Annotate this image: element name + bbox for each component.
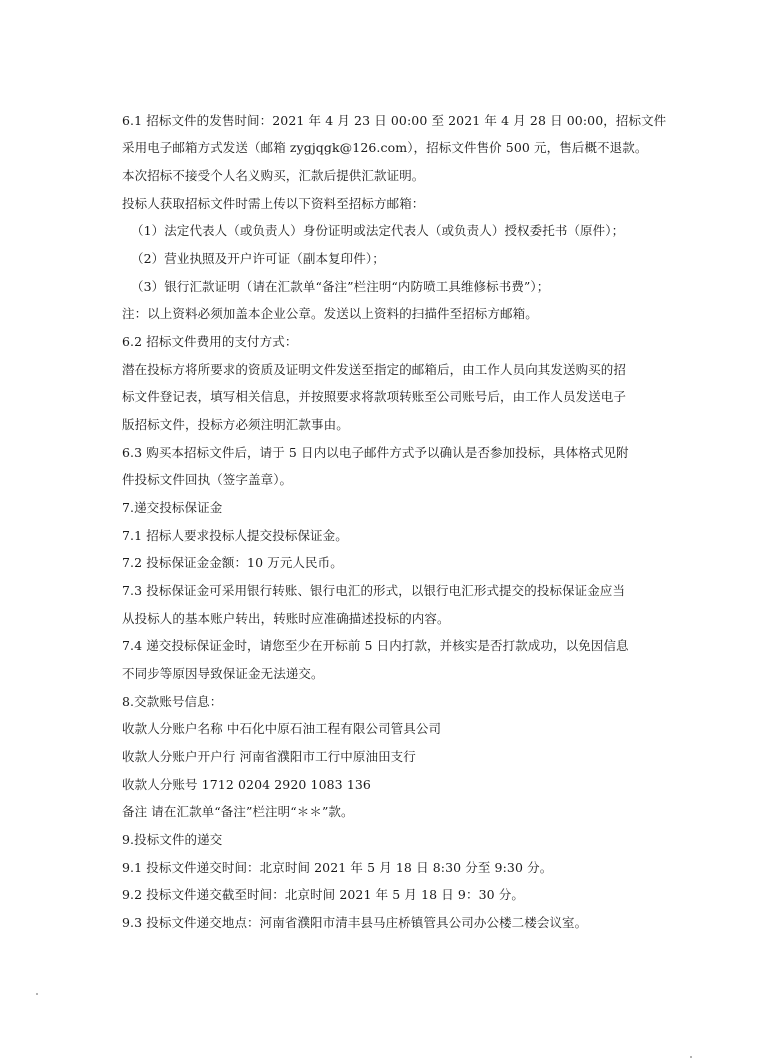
text-line: （3）银行汇款证明（请在汇款单“备注”栏注明“内防喷工具维修标书费”）； bbox=[131, 279, 550, 294]
text-line: 7.1 招标人要求投标人提交投标保证金。 bbox=[122, 528, 348, 543]
text-line: 版招标文件，投标方必须注明汇款事由。 bbox=[122, 417, 349, 432]
text-line: 收款人分账户名称 中石化中原石油工程有限公司管具公司 bbox=[122, 721, 442, 736]
text-line: 注：以上资料必须加盖本企业公章。发送以上资料的扫描件至招标方邮箱。 bbox=[122, 306, 538, 321]
text-line: 潜在投标方将所要求的资质及证明文件发送至指定的邮箱后，由工作人员向其发送购买的招 bbox=[122, 362, 627, 377]
scan-speck bbox=[36, 993, 38, 995]
scan-speck bbox=[690, 1056, 692, 1058]
text-line: 7.2 投标保证金金额：10 万元人民币。 bbox=[122, 555, 343, 570]
text-line: 标文件登记表，填写相关信息，并按照要求将款项转账至公司账号后，由工作人员发送电子 bbox=[122, 389, 627, 404]
text-line: 6.3 购买本招标文件后，请于 5 日内以电子邮件方式予以确认是否参加投标，具体格式见附 bbox=[122, 445, 629, 460]
text-line: 9.1 投标文件递交时间：北京时间 2021 年 5 月 18 日 8:30 分至 9:30 分。 bbox=[122, 860, 553, 875]
text-line: （1）法定代表人（或负责人）身份证明或法定代表人（或负责人）授权委托书（原件）； bbox=[131, 223, 625, 238]
text-line: 投标人获取招标文件时需上传以下资料至招标方邮箱： bbox=[122, 196, 425, 211]
text-line: 9.3 投标文件递交地点：河南省濮阳市清丰县马庄桥镇管具公司办公楼二楼会议室。 bbox=[122, 915, 588, 930]
text-line: 采用电子邮箱方式发送（邮箱 zygjqgk@126.com），招标文件售价 500 元，售后概不退款。 bbox=[122, 140, 648, 155]
text-line: 备注 请在汇款单“备注”栏注明“＊＊”款。 bbox=[122, 804, 354, 819]
text-line: 收款人分账户开户行 河南省濮阳市工行中原油田支行 bbox=[122, 749, 416, 764]
section-heading: 7.递交投标保证金 bbox=[122, 500, 223, 515]
text-line: 7.4 递交投标保证金时，请您至少在开标前 5 日内打款，并核实是否打款成功，以免因信息 bbox=[122, 638, 629, 653]
text-line: 件投标文件回执（签字盖章）。 bbox=[122, 472, 293, 487]
text-line: 本次招标不接受个人名义购买，汇款后提供汇款证明。 bbox=[122, 168, 425, 183]
text-line: （2）营业执照及开户许可证（副本复印件）； bbox=[131, 251, 385, 266]
section-heading: 9.投标文件的递交 bbox=[122, 832, 223, 847]
text-line: 从投标人的基本账户转出，转账时应准确描述投标的内容。 bbox=[122, 611, 450, 626]
text-line: 收款人分账号 1712 0204 2920 1083 136 bbox=[122, 777, 371, 792]
section-heading: 6.2 招标文件费用的支付方式： bbox=[122, 334, 298, 349]
text-line: 6.1 招标文件的发售时间：2021 年 4 月 23 日 00:00 至 2021 年 4 月 28 日 00:00，招标文件 bbox=[122, 113, 667, 128]
text-line: 9.2 投标文件递交截至时间：北京时间 2021 年 5 月 18 日 9：30 分。 bbox=[122, 887, 524, 902]
section-heading: 8.交款账号信息： bbox=[122, 694, 223, 709]
text-line: 7.3 投标保证金可采用银行转账、银行电汇的形式，以银行电汇形式提交的投标保证金应当 bbox=[122, 583, 626, 598]
text-line: 不同步等原因导致保证金无法递交。 bbox=[122, 666, 324, 681]
